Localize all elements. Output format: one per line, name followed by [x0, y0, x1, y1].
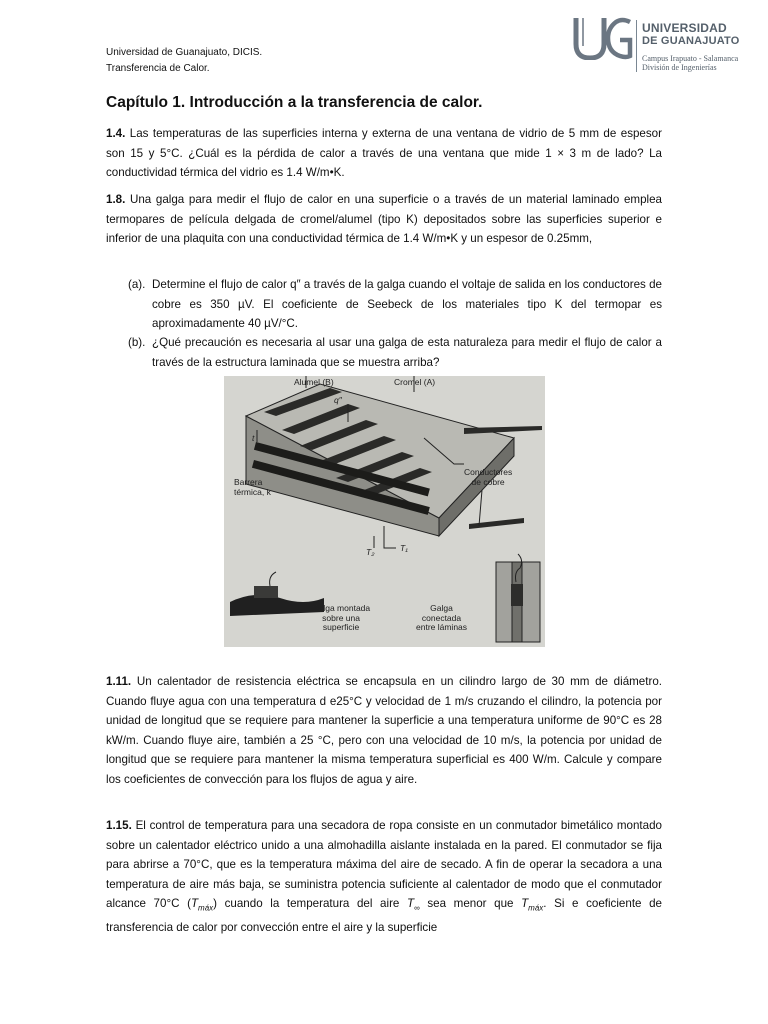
- problem-text-c: sea menor que: [419, 897, 522, 911]
- label-montada-1: Galga montada: [312, 603, 371, 613]
- part-label: (b).: [128, 336, 146, 349]
- problem-number: 1.15.: [106, 819, 132, 832]
- problem-1-4: [106, 124, 662, 183]
- label-conductores-2: de cobre: [471, 476, 505, 487]
- problem-text-b: ) cuando la temperatura del aire: [213, 897, 407, 911]
- label-montada: [312, 604, 370, 633]
- label-conectada: [416, 604, 467, 633]
- label-conductores-1: Conductores: [464, 467, 513, 477]
- label-q: q″: [334, 395, 342, 405]
- header-university: Universidad de Guanajuato, DICIS.: [106, 47, 263, 58]
- problem-text: Una galga para medir el flujo de calor en una superficie o a través de un material laminado emplea termopares de película delgada de cromel/alumel (tipo K) depositados sobre las superficies superior e inferior de una plaquita con una conductividad térmica de 1.4 W/m•K y un espesor de 0.25mm,: [106, 193, 662, 246]
- problem-number: 1.8.: [106, 193, 126, 206]
- label-t: t: [252, 433, 255, 443]
- logo-name-line1: UNIVERSIDAD: [642, 21, 727, 35]
- logo-campus-line2: División de Ingenierías: [642, 63, 717, 72]
- university-logo: [572, 16, 762, 78]
- document-header: [106, 45, 262, 77]
- logo-campus: [642, 54, 738, 72]
- gauge-diagram: [224, 376, 545, 647]
- problem-text-d: . Si e coeficiente de transferencia de calor por convección entre el aire y la superficie: [106, 897, 662, 935]
- problem-1-11: [106, 672, 662, 790]
- label-barrera: [234, 478, 271, 497]
- problem-text: Un calentador de resistencia eléctrica se encapsula en un cilindro largo de 30 mm de diámetro. Cuando fluye agua con una temperatura d e25°C y velocidad de 1 m/s cruzando el cilindro, la potencia por unidad de longitud que se requiere para mantener la superficie a una temperatura uniforme de 90°C es 28 kW/m. Cuando fluye aire, también a 25 °C, pero con una velocidad de 10 m/s, la potencia por unidad de longitud que se requiere para mantener la misma temperatura superficial es 400 W/m. Calcule y compare los coeficientes de convección para los flujos de agua y aire.: [106, 675, 662, 786]
- label-conectada-1: Galga: [430, 603, 453, 613]
- label-barrera-1: Barrera: [234, 477, 263, 487]
- tmax-subscript-2: máx: [528, 903, 544, 913]
- tmax-symbol: T: [190, 897, 199, 911]
- label-montada-2: sobre una: [322, 612, 360, 623]
- tmax-subscript: máx: [198, 903, 214, 913]
- label-alumel: Alumel (B): [294, 377, 334, 387]
- part-text: ¿Qué precaución es necesaria al usar una galga de esta naturaleza para medir el flujo de calor a través de la estructura laminada que se muestra arriba?: [152, 336, 662, 369]
- label-conectada-2: conectada: [421, 612, 462, 623]
- label-montada-3: superficie: [322, 622, 360, 632]
- label-t1: T₁: [400, 543, 408, 553]
- problem-1-15: [106, 816, 662, 938]
- part-text: Determine el flujo de calor q″ a través de la galga cuando el voltaje de salida en los conductores de cobre es 350 µV. El coeficiente de Seebeck de los materiales tipo K del termopar es aproximadamente 40 µV/°C.: [152, 278, 662, 331]
- logo-name-line2: DE GUANAJUATO: [642, 35, 740, 47]
- problem-number: 1.11.: [106, 675, 132, 688]
- tinf-symbol: T: [406, 897, 415, 911]
- problem-1-8-part-a: [128, 275, 662, 334]
- label-t2: T₂: [366, 547, 375, 557]
- label-conectada-3: entre láminas: [416, 622, 468, 632]
- tinf-subscript: ∞: [414, 903, 420, 913]
- label-cromel: Cromel (A): [394, 377, 436, 387]
- logo-campus-line1: Campus Irapuato - Salamanca: [642, 54, 739, 63]
- ug-logo-icon: [572, 16, 634, 60]
- heat-flux-gauge-figure: [224, 376, 545, 647]
- problem-text-a: El control de temperatura para una secadora de ropa consiste en un conmutador bimetálico montado sobre un calentador eléctrico unido a una almohadilla aislante instalada en la pared. El conmutador se fija para abrirse a 70°C, que es la temperatura máxima del aire de secado. A fin de operar la secadora a una temperatura de aire más baja, se suministra potencia suficiente al calentador de modo que el conmutador alcance 70°C (: [106, 819, 662, 911]
- problem-1-8-part-b: [128, 333, 662, 372]
- problem-number: 1.4.: [106, 127, 126, 140]
- logo-divider: [636, 20, 637, 72]
- problem-text: Las temperaturas de las superficies interna y externa de una ventana de vidrio de 5 mm de espesor son 15 y 5°C. ¿Cuál es la pérdida de calor a través de una ventana que mide 1 × 3 m de lado? La conductividad térmica del vidrio es 1.4 W/m•K.: [106, 127, 662, 180]
- label-barrera-2: térmica, k: [234, 486, 271, 497]
- problem-1-8: [106, 190, 662, 249]
- header-course: Transferencia de Calor.: [106, 63, 210, 74]
- chapter-title: Capítulo 1. Introducción a la transferencia de calor.: [106, 94, 483, 111]
- label-conductores: [464, 468, 512, 487]
- part-label: (a).: [128, 278, 146, 291]
- tmax-symbol-2: T: [521, 897, 529, 911]
